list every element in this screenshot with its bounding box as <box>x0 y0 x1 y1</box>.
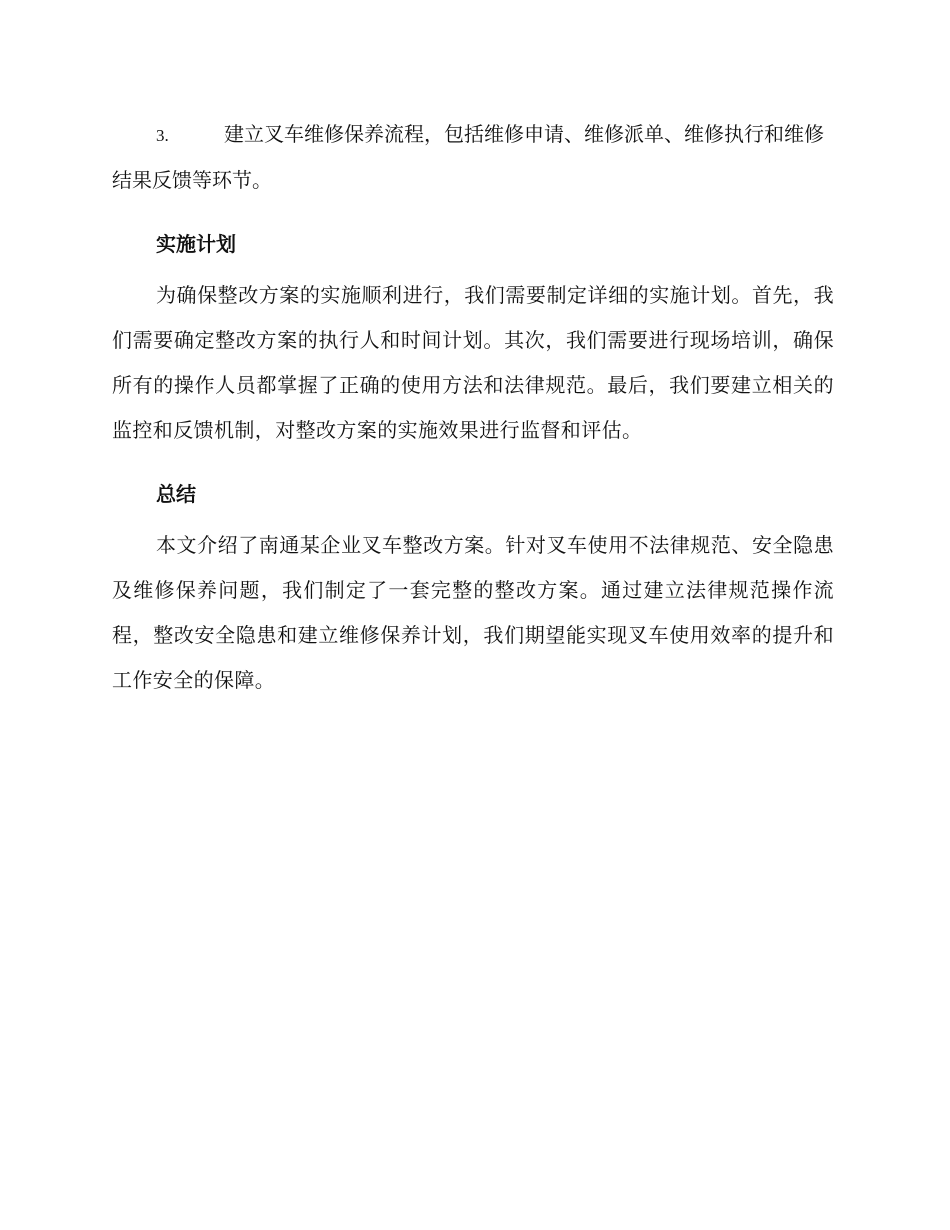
section-paragraph-summary: 本文介绍了南通某企业叉车整改方案。针对叉车使用不法律规范、安全隐患及维修保养问题，我们制定了一套完整的整改方案。通过建立法律规范操作流程，整改安全隐患和建立维修保养计划，我们期望能实现叉车使用效率的提升和工作安全的保障。 <box>112 533 834 692</box>
list-item-number: 3. <box>156 126 169 145</box>
section-heading-plan: 实施计划 <box>156 232 236 256</box>
document-page <box>112 112 834 703</box>
section-heading-summary: 总结 <box>156 482 196 506</box>
list-item <box>112 112 834 203</box>
list-item-text: 建立叉车维修保养流程，包括维修申请、维修派单、维修执行和维修结果反馈等环节。 <box>112 122 824 192</box>
section-paragraph-plan: 为确保整改方案的实施顺利进行，我们需要制定详细的实施计划。首先，我们需要确定整改方案的执行人和时间计划。其次，我们需要进行现场培训，确保所有的操作人员都掌握了正确的使用方法和法律规范。最后，我们要建立相关的监控和反馈机制，对整改方案的实施效果进行监督和评估。 <box>112 283 834 442</box>
